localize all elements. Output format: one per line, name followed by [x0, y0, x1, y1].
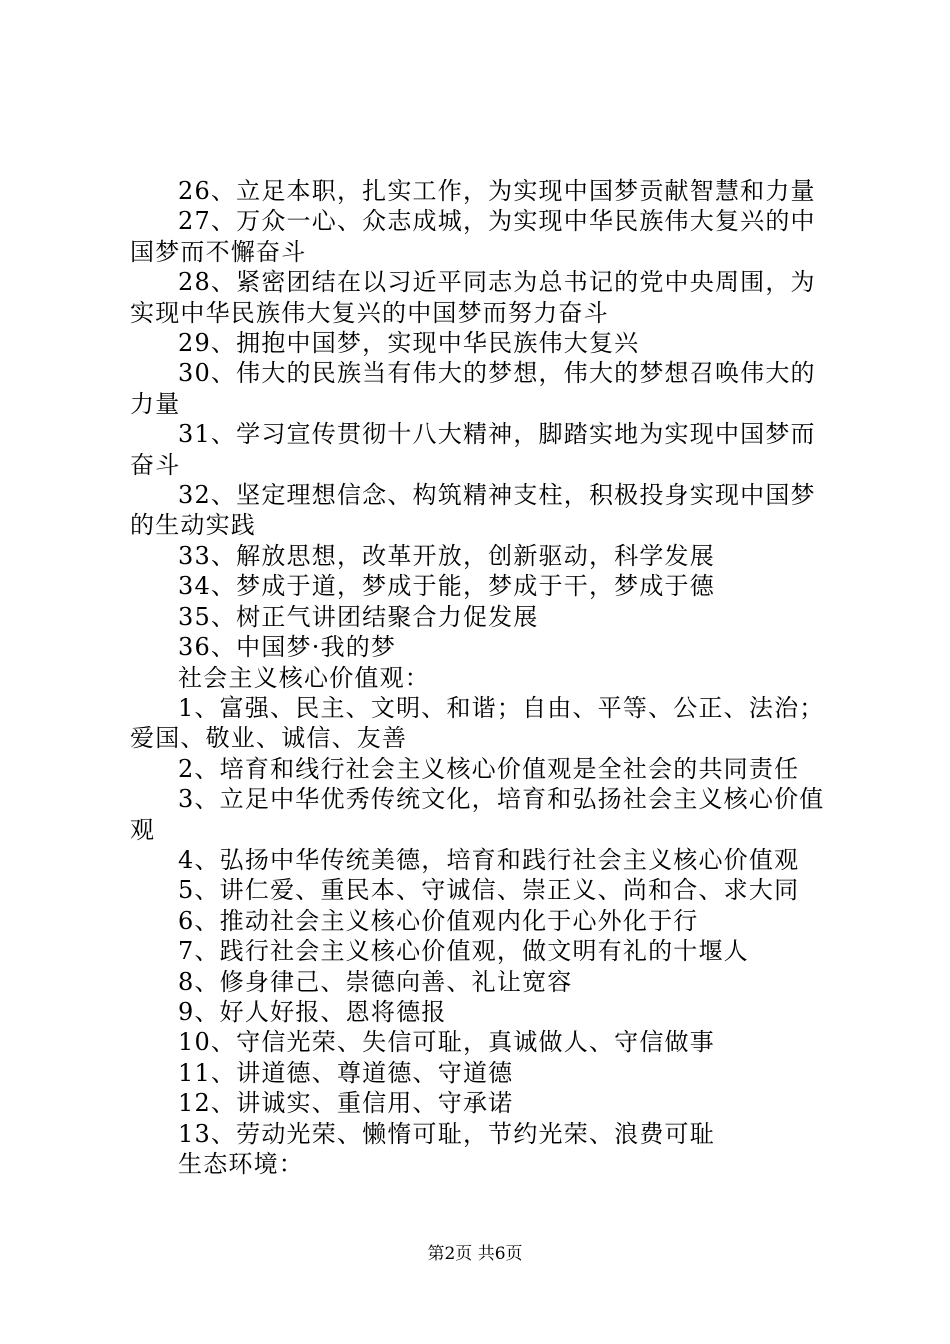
paragraph: 34、梦成于道，梦成于能，梦成于干，梦成于德: [178, 572, 715, 601]
paragraph: 9、好人好报、恩将德报: [178, 997, 447, 1026]
paragraph: 6、推动社会主义核心价值观内化于心外化于行: [178, 906, 699, 935]
paragraph: 13、劳动光荣、懒惰可耻，节约光荣、浪费可耻: [178, 1119, 715, 1148]
paragraph: 5、讲仁爱、重民本、守诚信、崇正义、尚和合、求大同: [178, 876, 800, 905]
paragraph: 4、弘扬中华传统美德，培育和践行社会主义核心价值观: [178, 845, 800, 874]
paragraph: 32、坚定理想信念、构筑精神支柱，积极投身实现中国梦的生动实践: [130, 481, 816, 540]
paragraph: 8、修身律己、崇德向善、礼让宽容: [178, 967, 573, 996]
paragraph: 2、培育和线行社会主义核心价值观是全社会的共同责任: [178, 754, 800, 783]
document-body: [130, 176, 835, 1179]
paragraph: 3、立足中华优秀传统文化，培育和弘扬社会主义核心价值观: [130, 785, 825, 844]
paragraph: 28、紧密团结在以习近平同志为总书记的党中央周围，为实现中华民族伟大复兴的中国梦而努力奋斗: [130, 268, 816, 327]
paragraph: 31、学习宣传贯彻十八大精神，脚踏实地为实现中国梦而奋斗: [130, 420, 816, 479]
paragraph: 35、树正气讲团结聚合力促发展: [178, 602, 539, 631]
paragraph: 36、中国梦·我的梦: [178, 633, 397, 662]
paragraph: 7、践行社会主义核心价值观，做文明有礼的十堰人: [178, 937, 749, 966]
paragraph: 11、讲道德、尊道德、守道德: [178, 1058, 514, 1087]
paragraph: 10、守信光荣、失信可耻，真诚做人、守信做事: [178, 1028, 715, 1057]
paragraph: 33、解放思想，改革开放，创新驱动，科学发展: [178, 541, 715, 570]
page-number-footer: 第2页 共6页: [427, 1244, 523, 1264]
paragraph: 27、万众一心、众志成城，为实现中华民族伟大复兴的中国梦而不懈奋斗: [130, 207, 816, 266]
paragraph: 1、富强、民主、文明、和谐；自由、平等、公正、法治；爱国、敬业、诚信、友善: [130, 693, 825, 753]
paragraph: 12、讲诚实、重信用、守承诺: [178, 1089, 514, 1118]
section-heading: 社会主义核心价值观：: [178, 663, 430, 692]
paragraph: 29、拥抱中国梦，实现中华民族伟大复兴: [178, 329, 640, 358]
paragraph: 26、立足本职，扎实工作，为实现中国梦贡献智慧和力量: [178, 177, 816, 205]
section-heading: 生态环境：: [178, 1150, 304, 1178]
paragraph: 30、伟大的民族当有伟大的梦想，伟大的梦想召唤伟大的力量: [130, 359, 816, 418]
